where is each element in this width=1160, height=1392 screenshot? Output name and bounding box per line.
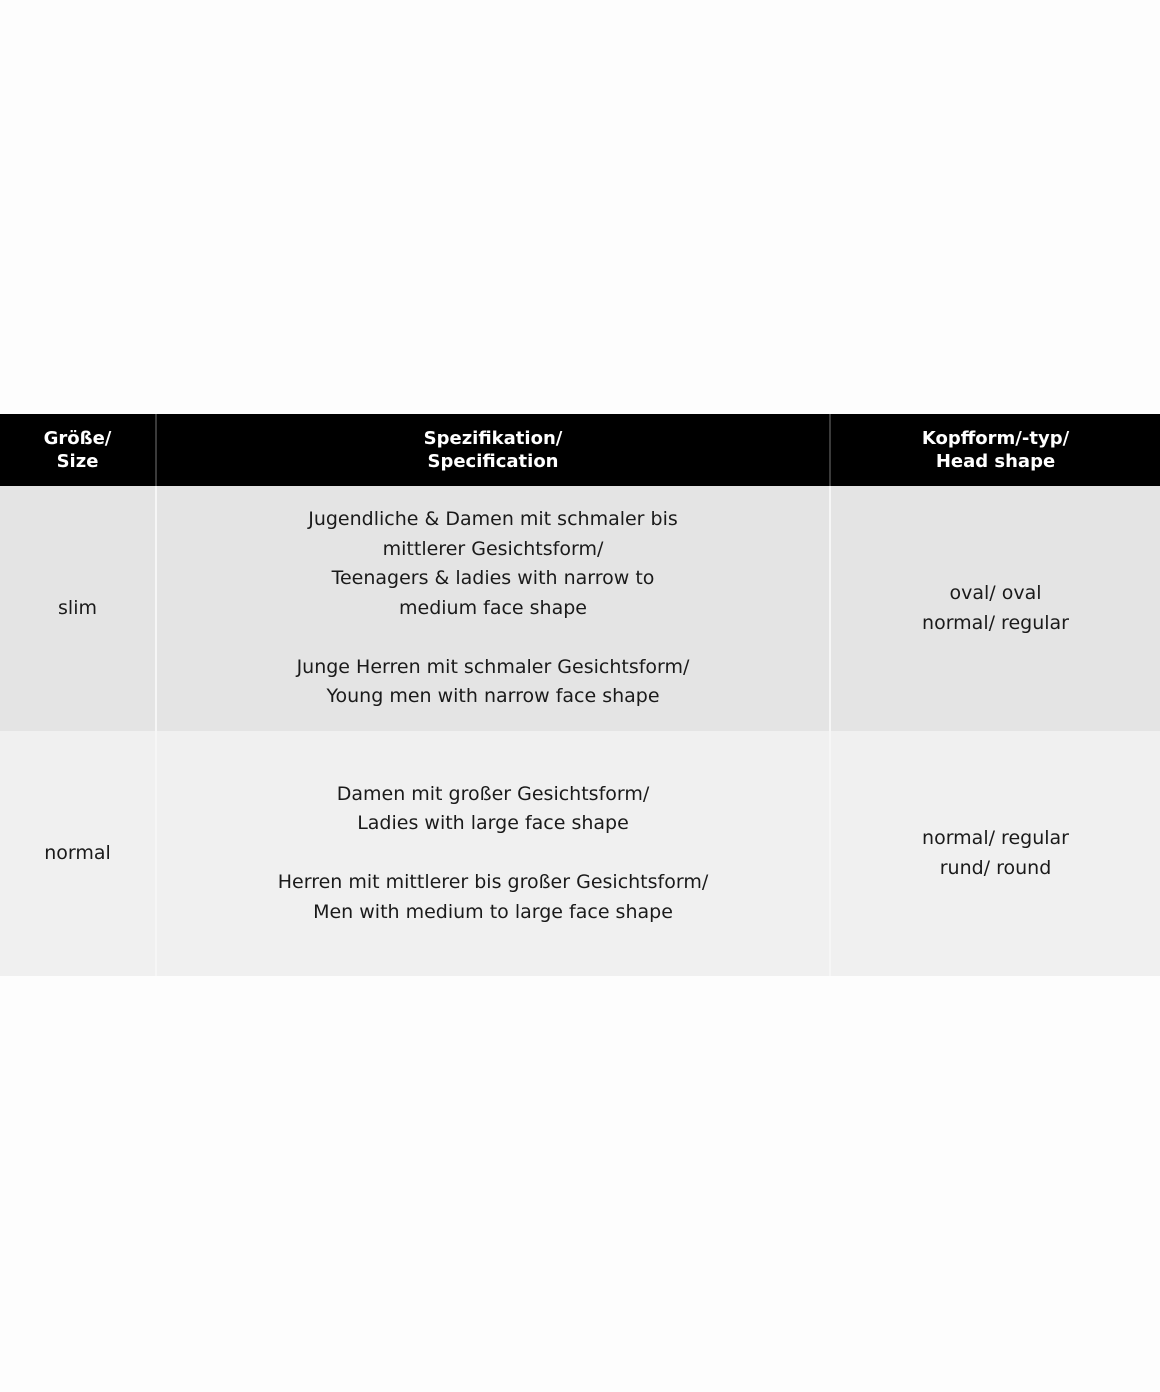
specification-line: Ladies with large face shape <box>357 812 629 835</box>
paragraph-gap <box>157 839 829 869</box>
paragraph-gap <box>157 623 829 653</box>
specification-line: medium face shape <box>399 596 587 619</box>
header-size <box>0 414 156 486</box>
specification-line: Damen mit großer Gesichtsform/ <box>336 782 650 805</box>
size-value: normal <box>44 841 111 864</box>
table-row <box>0 731 1160 976</box>
head-shape-cell <box>830 486 1160 731</box>
specification-cell <box>156 731 830 976</box>
specification-cell <box>156 486 830 731</box>
table-row <box>0 486 1160 731</box>
specification-line: Herren mit mittlerer bis großer Gesichtsform/ <box>277 871 709 894</box>
header-size-de: Größe/ <box>43 428 112 449</box>
head-shape-line: rund/ round <box>939 856 1052 879</box>
header-specification-en: Specification <box>427 451 559 472</box>
head-shape-line: oval/ oval <box>949 582 1042 604</box>
specification-line: Junge Herren mit schmaler Gesichtsform/ <box>296 655 690 678</box>
table-header-row <box>0 414 1160 486</box>
size-value: slim <box>58 596 97 619</box>
specification-line: Young men with narrow face shape <box>326 685 660 708</box>
header-size-en: Size <box>56 451 99 472</box>
size-cell <box>0 486 156 731</box>
header-specification <box>156 414 830 486</box>
specification-line: Jugendliche & Damen mit schmaler bis <box>308 508 678 531</box>
header-head-shape-de: Kopfform/-typ/ <box>921 428 1070 449</box>
head-shape-cell <box>830 731 1160 976</box>
header-head-shape <box>830 414 1160 486</box>
head-shape-line: normal/ regular <box>922 611 1069 634</box>
head-shape-line: normal/ regular <box>922 827 1069 849</box>
size-cell <box>0 731 156 976</box>
specification-line: Men with medium to large face shape <box>313 900 673 923</box>
specification-line: mittlerer Gesichtsform/ <box>382 537 604 560</box>
header-head-shape-en: Head shape <box>935 451 1056 472</box>
header-specification-de: Spezifikation/ <box>423 428 563 449</box>
specification-line: Teenagers & ladies with narrow to <box>331 567 655 590</box>
size-chart-table <box>0 414 1160 976</box>
